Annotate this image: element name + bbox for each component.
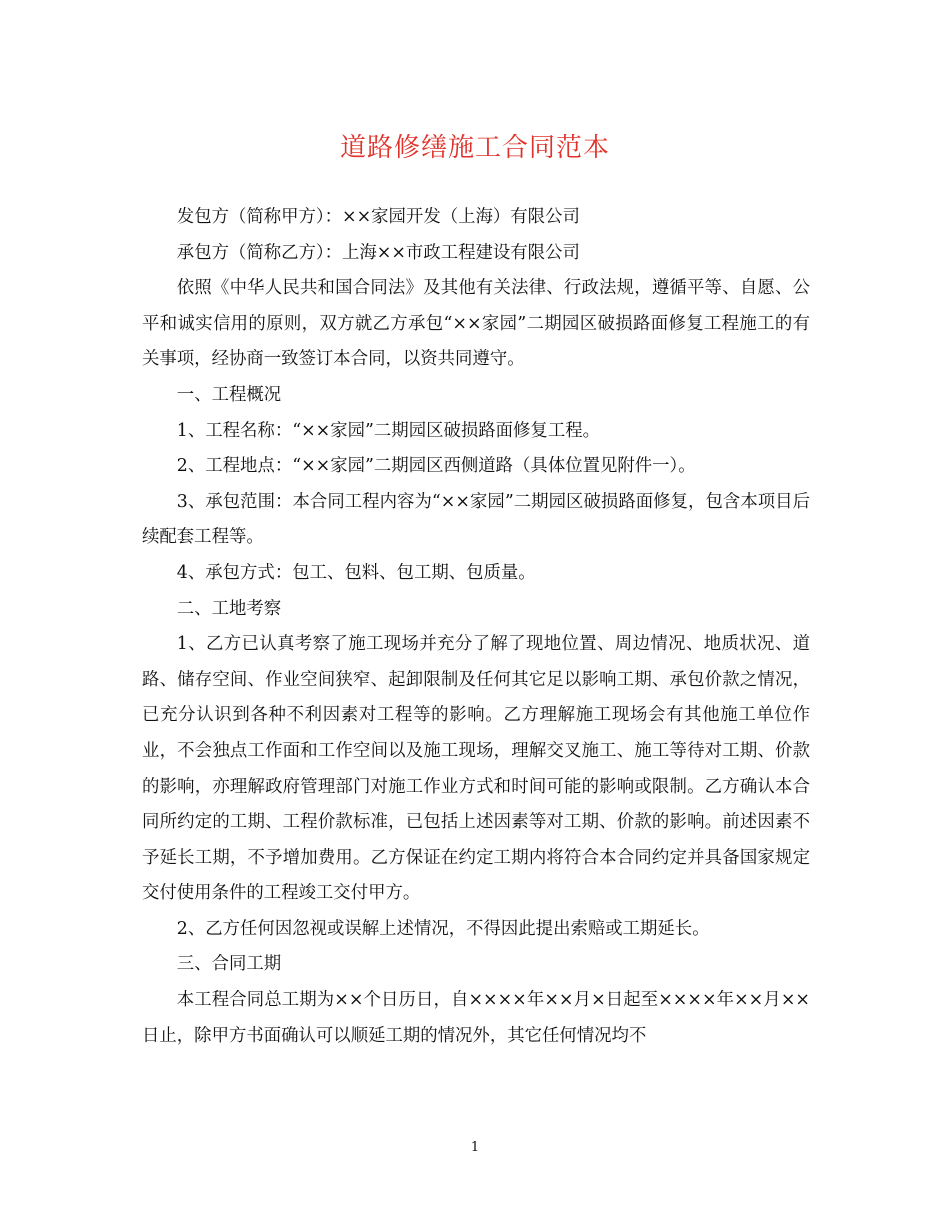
paragraph-site-inspection-2: 2、乙方任何因忽视或误解上述情况，不得因此提出索赔或工期延长。 [176, 918, 710, 939]
document-body [142, 200, 810, 1054]
document-title: 道路修缮施工合同范本 [339, 133, 610, 163]
section-heading-project-overview: 一、工程概况 [176, 384, 282, 405]
paragraph-preamble: 依照《中华人民共和国合同法》及其他有关法律、行政法规，遵循平等、自愿、公平和诚实信用的原则，双方就乙方承包“××家园”二期园区破损路面修复工程施工的有关事项，经协商一致签订本合同，以资共同遵守。 [142, 278, 810, 370]
section-heading-contract-period: 三、合同工期 [176, 954, 282, 975]
paragraph-project-name: 1、工程名称：“××家园”二期园区破损路面修复工程。 [176, 420, 600, 441]
page-number: 1 [470, 1140, 480, 1155]
paragraph-site-inspection-1: 1、乙方已认真考察了施工现场并充分了解了现地位置、周边情况、地质状况、道路、储存空间、作业空间狭窄、起卸限制及任何其它足以影响工期、承包价款之情况，已充分认识到各种不利因素对工程等的影响。乙方理解施工现场会有其他施工单位作业，不会独点工作面和工作空间以及施工现场，理解交叉施工、施工等待对工期、价款的影响，亦理解政府管理部门对施工作业方式和时间可能的影响或限制。乙方确认本合同所约定的工期、工程价款标准，已包括上述因素等对工期、价款的影响。前述因素不予延长工期，不予增加费用。乙方保证在约定工期内将符合本合同约定并具备国家规定交付使用条件的工程竣工交付甲方。 [142, 634, 810, 904]
paragraph-project-location: 2、工程地点：“××家园”二期园区西侧道路（具体位置见附件一）。 [176, 456, 696, 477]
paragraph-contract-method: 4、承包方式：包工、包料、包工期、包质量。 [176, 562, 536, 583]
section-heading-site-inspection: 二、工地考察 [176, 598, 282, 619]
paragraph-contract-scope: 3、承包范围：本合同工程内容为“××家园”二期园区破损路面修复，包含本项目后续配套工程等。 [142, 491, 810, 548]
paragraph-employer: 发包方（简称甲方）：××家园开发（上海）有限公司 [176, 207, 580, 227]
paragraph-contract-period: 本工程合同总工期为××个日历日，自××××年××月×日起至××××年××月××日止，除甲方书面确认可以顺延工期的情况外，其它任何情况均不 [142, 990, 810, 1046]
paragraph-contractor: 承包方（简称乙方）：上海××市政工程建设有限公司 [176, 242, 580, 263]
